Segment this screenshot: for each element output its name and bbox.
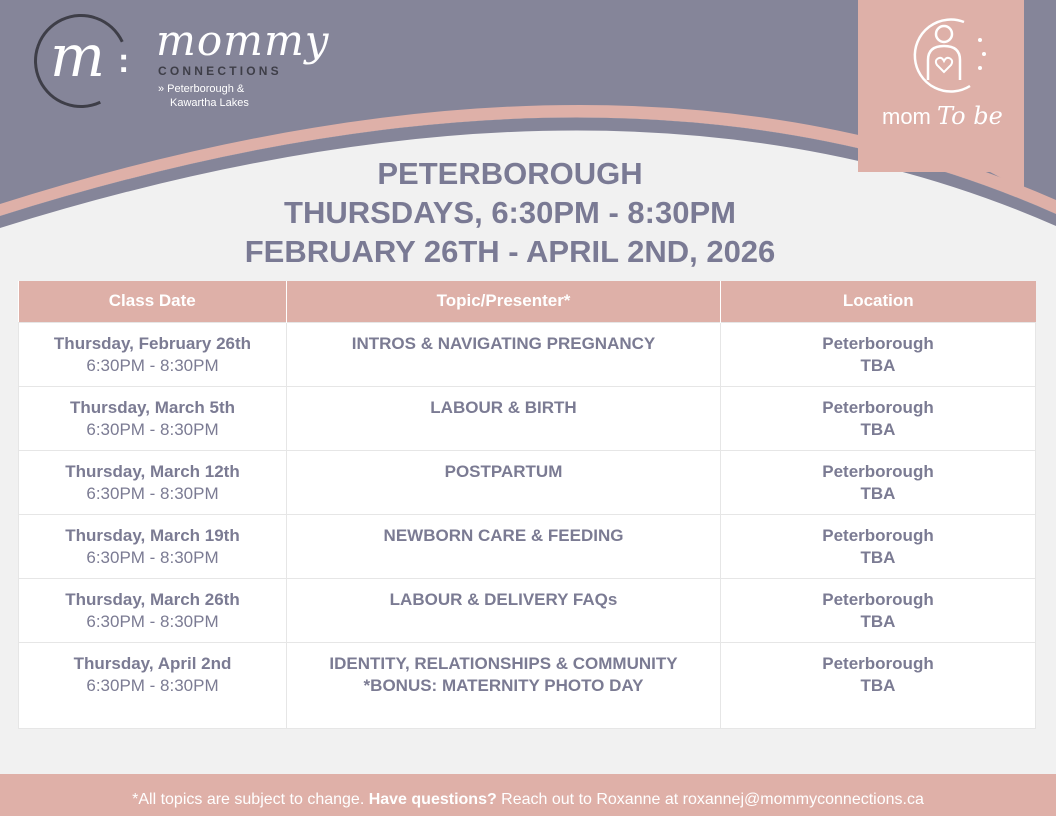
location-cell (721, 514, 1036, 578)
location-city: Peterborough (822, 397, 934, 417)
title-date-range: FEBRUARY 26TH - APRIL 2ND, 2026 (244, 234, 776, 269)
location-city: Peterborough (822, 653, 934, 673)
location-venue: TBA (860, 675, 896, 695)
schedule-title (0, 154, 1020, 271)
location-cell (721, 322, 1036, 386)
logo-location-line1: » Peterborough & (158, 83, 245, 95)
header-location: Location (721, 281, 1036, 322)
topic: LABOUR & BIRTH (430, 397, 577, 417)
class-date-cell (19, 386, 287, 450)
badge-mom-text: mom (882, 104, 931, 129)
location-venue: TBA (860, 355, 896, 375)
topic: LABOUR & DELIVERY FAQs (389, 589, 618, 609)
logo-mark: m (50, 22, 105, 90)
logo-wordmark: mommy (156, 16, 330, 65)
location-city: Peterborough (822, 589, 934, 609)
topic: INTROS & NAVIGATING PREGNANCY (351, 333, 656, 353)
class-date: Thursday, March 26th (65, 589, 240, 609)
topic-cell (287, 322, 721, 386)
badge-tobe-text: To be (937, 102, 1003, 130)
logo-subtitle: CONNECTIONS (158, 64, 282, 78)
pregnant-mother-icon (900, 10, 992, 102)
location-city: Peterborough (822, 525, 934, 545)
mom-to-be-label (882, 102, 1012, 130)
logo-location-line2: Kawartha Lakes (170, 97, 249, 109)
class-date: Thursday, February 26th (53, 333, 252, 353)
class-date-cell (19, 450, 287, 514)
table-row (19, 578, 1036, 642)
title-schedule: THURSDAYS, 6:30PM - 8:30PM (284, 195, 736, 230)
location-cell (721, 450, 1036, 514)
table-row (19, 514, 1036, 578)
header-topic: Topic/Presenter* (287, 281, 721, 322)
table-header-row (19, 281, 1036, 322)
topic-cell (287, 642, 721, 728)
class-date: Thursday, March 19th (65, 525, 240, 545)
topic: IDENTITY, RELATIONSHIPS & COMMUNITY (329, 653, 678, 673)
title-location: PETERBOROUGH (377, 156, 643, 191)
class-date: Thursday, April 2nd (73, 653, 232, 673)
class-time: 6:30PM - 8:30PM (86, 675, 219, 695)
location-venue: TBA (860, 611, 896, 631)
class-time: 6:30PM - 8:30PM (86, 611, 219, 631)
topic-cell (287, 578, 721, 642)
class-schedule-table (18, 281, 1036, 729)
class-time: 6:30PM - 8:30PM (86, 547, 219, 567)
topic-cell (287, 514, 721, 578)
topic: POSTPARTUM (444, 461, 563, 481)
location-venue: TBA (860, 419, 896, 439)
table-row (19, 450, 1036, 514)
class-date-cell (19, 578, 287, 642)
location-venue: TBA (860, 483, 896, 503)
topic-cell (287, 386, 721, 450)
location-cell (721, 642, 1036, 728)
mommy-connections-logo (34, 14, 354, 114)
location-cell (721, 578, 1036, 642)
table-row (19, 322, 1036, 386)
class-date-cell (19, 514, 287, 578)
class-date-cell (19, 322, 287, 386)
class-date: Thursday, March 12th (65, 461, 240, 481)
class-time: 6:30PM - 8:30PM (86, 483, 219, 503)
location-cell (721, 386, 1036, 450)
topic-bonus: *BONUS: MATERNITY PHOTO DAY (363, 675, 644, 695)
class-time: 6:30PM - 8:30PM (86, 419, 219, 439)
table-row (19, 386, 1036, 450)
footer-disclaimer: *All topics are subject to change. (132, 791, 369, 808)
header-class-date: Class Date (19, 281, 287, 322)
topic: NEWBORN CARE & FEEDING (383, 525, 624, 545)
logo-location (158, 82, 249, 110)
location-venue: TBA (860, 547, 896, 567)
footer-note (0, 774, 1056, 816)
footer-contact: Reach out to Roxanne at roxannej@mommyconnections.ca (496, 791, 924, 808)
class-date: Thursday, March 5th (70, 397, 235, 417)
location-city: Peterborough (822, 333, 934, 353)
class-time: 6:30PM - 8:30PM (86, 355, 219, 375)
logo-colon: : (118, 42, 130, 80)
class-date-cell (19, 642, 287, 728)
location-city: Peterborough (822, 461, 934, 481)
table-row (19, 642, 1036, 728)
topic-cell (287, 450, 721, 514)
footer-questions: Have questions? (368, 791, 497, 808)
